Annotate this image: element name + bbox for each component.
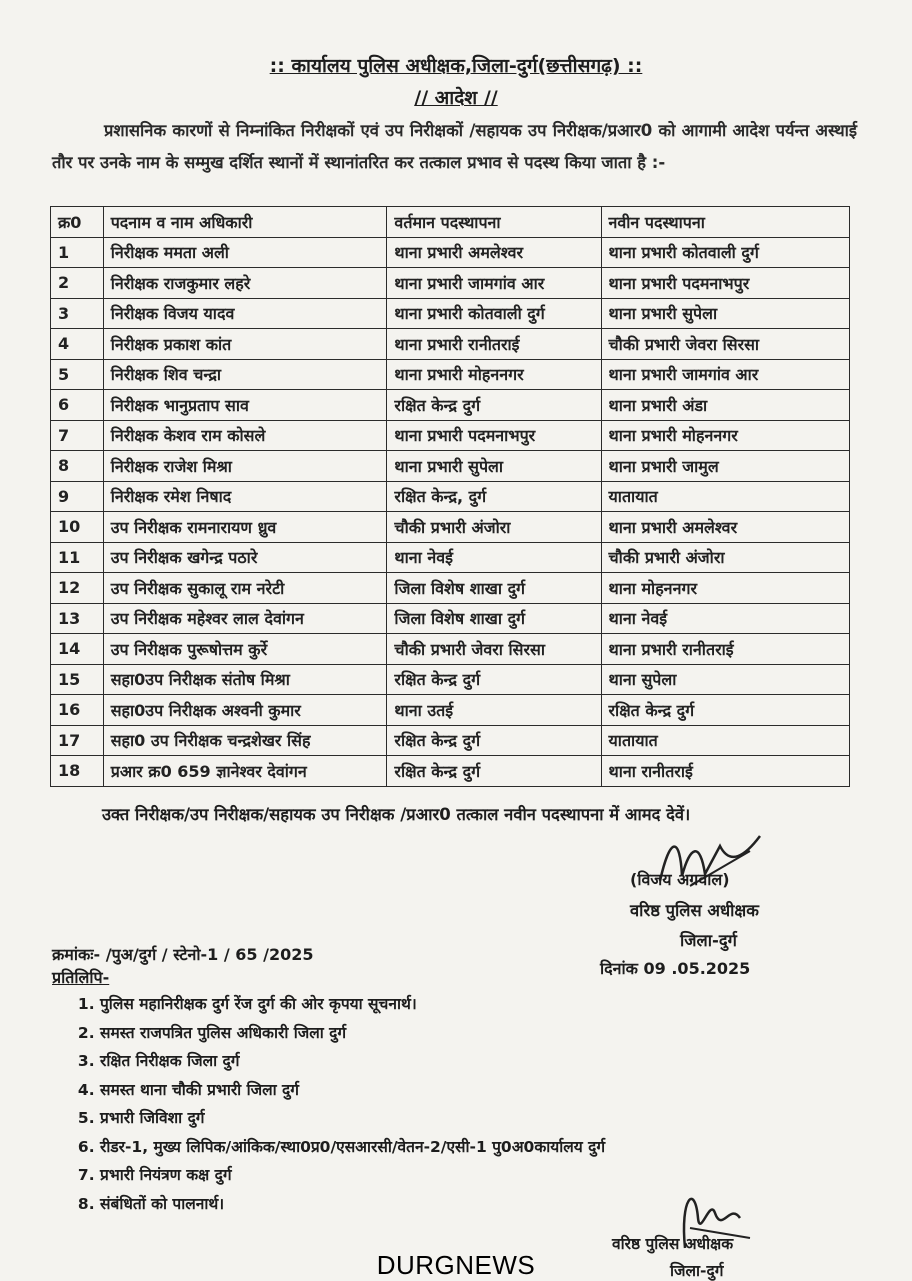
table-row <box>51 420 850 451</box>
cell-new-posting: चौकी प्रभारी जेवरा सिरसा <box>601 329 849 360</box>
cell-new-posting: थाना नेवई <box>601 603 849 634</box>
cell-current-posting: थाना उतई <box>387 695 601 726</box>
cell-current-posting: जिला विशेष शाखा दुर्ग <box>387 573 601 604</box>
cell-serial: 15 <box>51 664 104 695</box>
cell-current-posting: रक्षित केन्द्र दुर्ग <box>387 725 601 756</box>
cell-current-posting: थाना प्रभारी अमलेश्वर <box>387 237 601 268</box>
cell-new-posting: थाना प्रभारी कोतवाली दुर्ग <box>601 237 849 268</box>
cell-serial: 2 <box>51 268 104 299</box>
cell-serial: 14 <box>51 634 104 665</box>
cell-serial: 13 <box>51 603 104 634</box>
watermark: DURGNEWS <box>376 1250 536 1280</box>
cell-new-posting: यातायात <box>601 725 849 756</box>
cell-serial: 7 <box>51 420 104 451</box>
cell-officer: निरीक्षक प्रकाश कांत <box>103 329 387 360</box>
copy-list-item: 2. समस्त राजपत्रित पुलिस अधिकारी जिला दुर्ग <box>100 1019 820 1048</box>
cell-new-posting: रक्षित केन्द्र दुर्ग <box>601 695 849 726</box>
cell-officer: सहा0उप निरीक्षक संतोष मिश्रा <box>103 664 387 695</box>
table-row <box>51 329 850 360</box>
cell-new-posting: थाना प्रभारी जामुल <box>601 451 849 482</box>
table-row <box>51 634 850 665</box>
cell-current-posting: थाना प्रभारी सुपेला <box>387 451 601 482</box>
footer-district: जिला-दुर्ग <box>670 1262 724 1280</box>
cell-officer: निरीक्षक भानुप्रताप साव <box>103 390 387 421</box>
header-serial: क्र0 <box>51 207 104 238</box>
table-row <box>51 664 850 695</box>
cell-serial: 8 <box>51 451 104 482</box>
cell-new-posting: थाना रानीतराई <box>601 756 849 787</box>
signatory-name: (विजय अग्रवाल) <box>630 870 730 889</box>
cell-new-posting: थाना प्रभारी अमलेश्वर <box>601 512 849 543</box>
cell-current-posting: चौकी प्रभारी अंजोरा <box>387 512 601 543</box>
cell-serial: 4 <box>51 329 104 360</box>
table-row <box>51 512 850 543</box>
table-row <box>51 542 850 573</box>
cell-serial: 3 <box>51 298 104 329</box>
cell-officer: निरीक्षक रमेश निषाद <box>103 481 387 512</box>
table-row <box>51 756 850 787</box>
cell-serial: 5 <box>51 359 104 390</box>
table-row <box>51 481 850 512</box>
copy-list-item: 4. समस्त थाना चौकी प्रभारी जिला दुर्ग <box>100 1076 820 1105</box>
header-current-posting: वर्तमान पदस्थापना <box>387 207 601 238</box>
cell-current-posting: रक्षित केन्द्र दुर्ग <box>387 664 601 695</box>
cell-current-posting: थाना प्रभारी रानीतराई <box>387 329 601 360</box>
table-row <box>51 725 850 756</box>
reference-number: क्रमांकः- /पुअ/दुर्ग / स्टेनो-1 / 65 /2025 <box>52 945 314 964</box>
cell-officer: निरीक्षक शिव चन्द्रा <box>103 359 387 390</box>
copy-list-item: 1. पुलिस महानिरीक्षक दुर्ग रेंज दुर्ग की ओर कृपया सूचनार्थ। <box>100 990 820 1019</box>
cell-officer: निरीक्षक ममता अली <box>103 237 387 268</box>
copy-label: प्रतिलिपि- <box>52 968 110 987</box>
cell-new-posting: थाना प्रभारी रानीतराई <box>601 634 849 665</box>
table-row <box>51 573 850 604</box>
cell-new-posting: चौकी प्रभारी अंजोरा <box>601 542 849 573</box>
cell-new-posting: थाना प्रभारी पदमनाभपुर <box>601 268 849 299</box>
copy-list-item: 7. प्रभारी नियंत्रण कक्ष दुर्ग <box>100 1161 820 1190</box>
table-row <box>51 451 850 482</box>
table-row <box>51 695 850 726</box>
transfer-table <box>50 206 850 787</box>
cell-officer: प्रआर क्र0 659 ज्ञानेश्वर देवांगन <box>103 756 387 787</box>
cell-current-posting: जिला विशेष शाखा दुर्ग <box>387 603 601 634</box>
table-row <box>51 237 850 268</box>
cell-officer: निरीक्षक केशव राम कोसले <box>103 420 387 451</box>
copy-list-item: 6. रीडर-1, मुख्य लिपिक/आंकिक/स्था0प्र0/एसआरसी/वेतन-2/एसी-1 पु0अ0कार्यालय दुर्ग <box>100 1133 820 1162</box>
copy-list-item: 5. प्रभारी जिविशा दुर्ग <box>100 1104 820 1133</box>
table-row <box>51 359 850 390</box>
footer-designation: वरिष्ठ पुलिस अधीक्षक <box>612 1235 734 1253</box>
cell-new-posting: थाना प्रभारी जामगांव आर <box>601 359 849 390</box>
table-body <box>51 237 850 786</box>
cell-officer: निरीक्षक राजकुमार लहरे <box>103 268 387 299</box>
cell-officer: उप निरीक्षक सुकालू राम नरेटी <box>103 573 387 604</box>
signatory-designation: वरिष्ठ पुलिस अधीक्षक <box>630 901 759 920</box>
cell-serial: 11 <box>51 542 104 573</box>
header-officer: पदनाम व नाम अधिकारी <box>103 207 387 238</box>
cell-current-posting: रक्षित केन्द्र दुर्ग <box>387 756 601 787</box>
cell-officer: उप निरीक्षक महेश्वर लाल देवांगन <box>103 603 387 634</box>
cell-current-posting: रक्षित केन्द्र, दुर्ग <box>387 481 601 512</box>
copy-list-item: 8. संबंधितों को पालनार्थ। <box>100 1190 820 1219</box>
cell-serial: 12 <box>51 573 104 604</box>
table-header-row <box>51 207 850 238</box>
cell-current-posting: थाना नेवई <box>387 542 601 573</box>
intro-paragraph: प्रशासनिक कारणों से निम्नांकित निरीक्षकों एवं उप निरीक्षकों /सहायक उप निरीक्षक/प्रआर0 को आगामी आदेश पर्यन्त अस्थाई तौर पर उनके नाम के सम्मुख दर्शित स्थानों में स्थानांतरित कर तत्काल प्रभाव से पदस्थ किया जाता है :- <box>52 121 857 172</box>
table-row <box>51 298 850 329</box>
cell-current-posting: थाना प्रभारी जामगांव आर <box>387 268 601 299</box>
cell-serial: 1 <box>51 237 104 268</box>
signatory-district: जिला-दुर्ग <box>680 931 737 950</box>
cell-new-posting: थाना प्रभारी मोहननगर <box>601 420 849 451</box>
order-date: दिनांक 09 .05.2025 <box>600 959 751 978</box>
cell-officer: उप निरीक्षक पुरूषोत्तम कुर्रे <box>103 634 387 665</box>
cell-officer: उप निरीक्षक खगेन्द्र पठारे <box>103 542 387 573</box>
cell-serial: 6 <box>51 390 104 421</box>
table-row <box>51 603 850 634</box>
order-title: // आदेश // <box>414 87 498 109</box>
cell-officer: निरीक्षक विजय यादव <box>103 298 387 329</box>
cell-serial: 10 <box>51 512 104 543</box>
closing-paragraph: उक्त निरीक्षक/उप निरीक्षक/सहायक उप निरीक्षक /प्रआर0 तत्काल नवीन पदस्थापना में आमद देवें। <box>102 805 691 824</box>
copy-list-item: 3. रक्षित निरीक्षक जिला दुर्ग <box>100 1047 820 1076</box>
cell-current-posting: रक्षित केन्द्र दुर्ग <box>387 390 601 421</box>
header-new-posting: नवीन पदस्थापना <box>601 207 849 238</box>
cell-new-posting: थाना मोहननगर <box>601 573 849 604</box>
cell-new-posting: थाना सुपेला <box>601 664 849 695</box>
cell-current-posting: थाना प्रभारी पदमनाभपुर <box>387 420 601 451</box>
cell-new-posting: थाना प्रभारी अंडा <box>601 390 849 421</box>
cell-serial: 17 <box>51 725 104 756</box>
cell-officer: निरीक्षक राजेश मिश्रा <box>103 451 387 482</box>
cell-current-posting: चौकी प्रभारी जेवरा सिरसा <box>387 634 601 665</box>
cell-serial: 18 <box>51 756 104 787</box>
cell-current-posting: थाना प्रभारी मोहननगर <box>387 359 601 390</box>
cell-officer: सहा0 उप निरीक्षक चन्द्रशेखर सिंह <box>103 725 387 756</box>
cell-serial: 9 <box>51 481 104 512</box>
cell-officer: उप निरीक्षक रामनारायण ध्रुव <box>103 512 387 543</box>
office-title: :: कार्यालय पुलिस अधीक्षक,जिला-दुर्ग(छत्तीसगढ़) :: <box>269 55 643 77</box>
cell-serial: 16 <box>51 695 104 726</box>
cell-officer: सहा0उप निरीक्षक अश्वनी कुमार <box>103 695 387 726</box>
table-row <box>51 390 850 421</box>
cell-new-posting: यातायात <box>601 481 849 512</box>
cell-current-posting: थाना प्रभारी कोतवाली दुर्ग <box>387 298 601 329</box>
table-row <box>51 268 850 299</box>
cell-new-posting: थाना प्रभारी सुपेला <box>601 298 849 329</box>
